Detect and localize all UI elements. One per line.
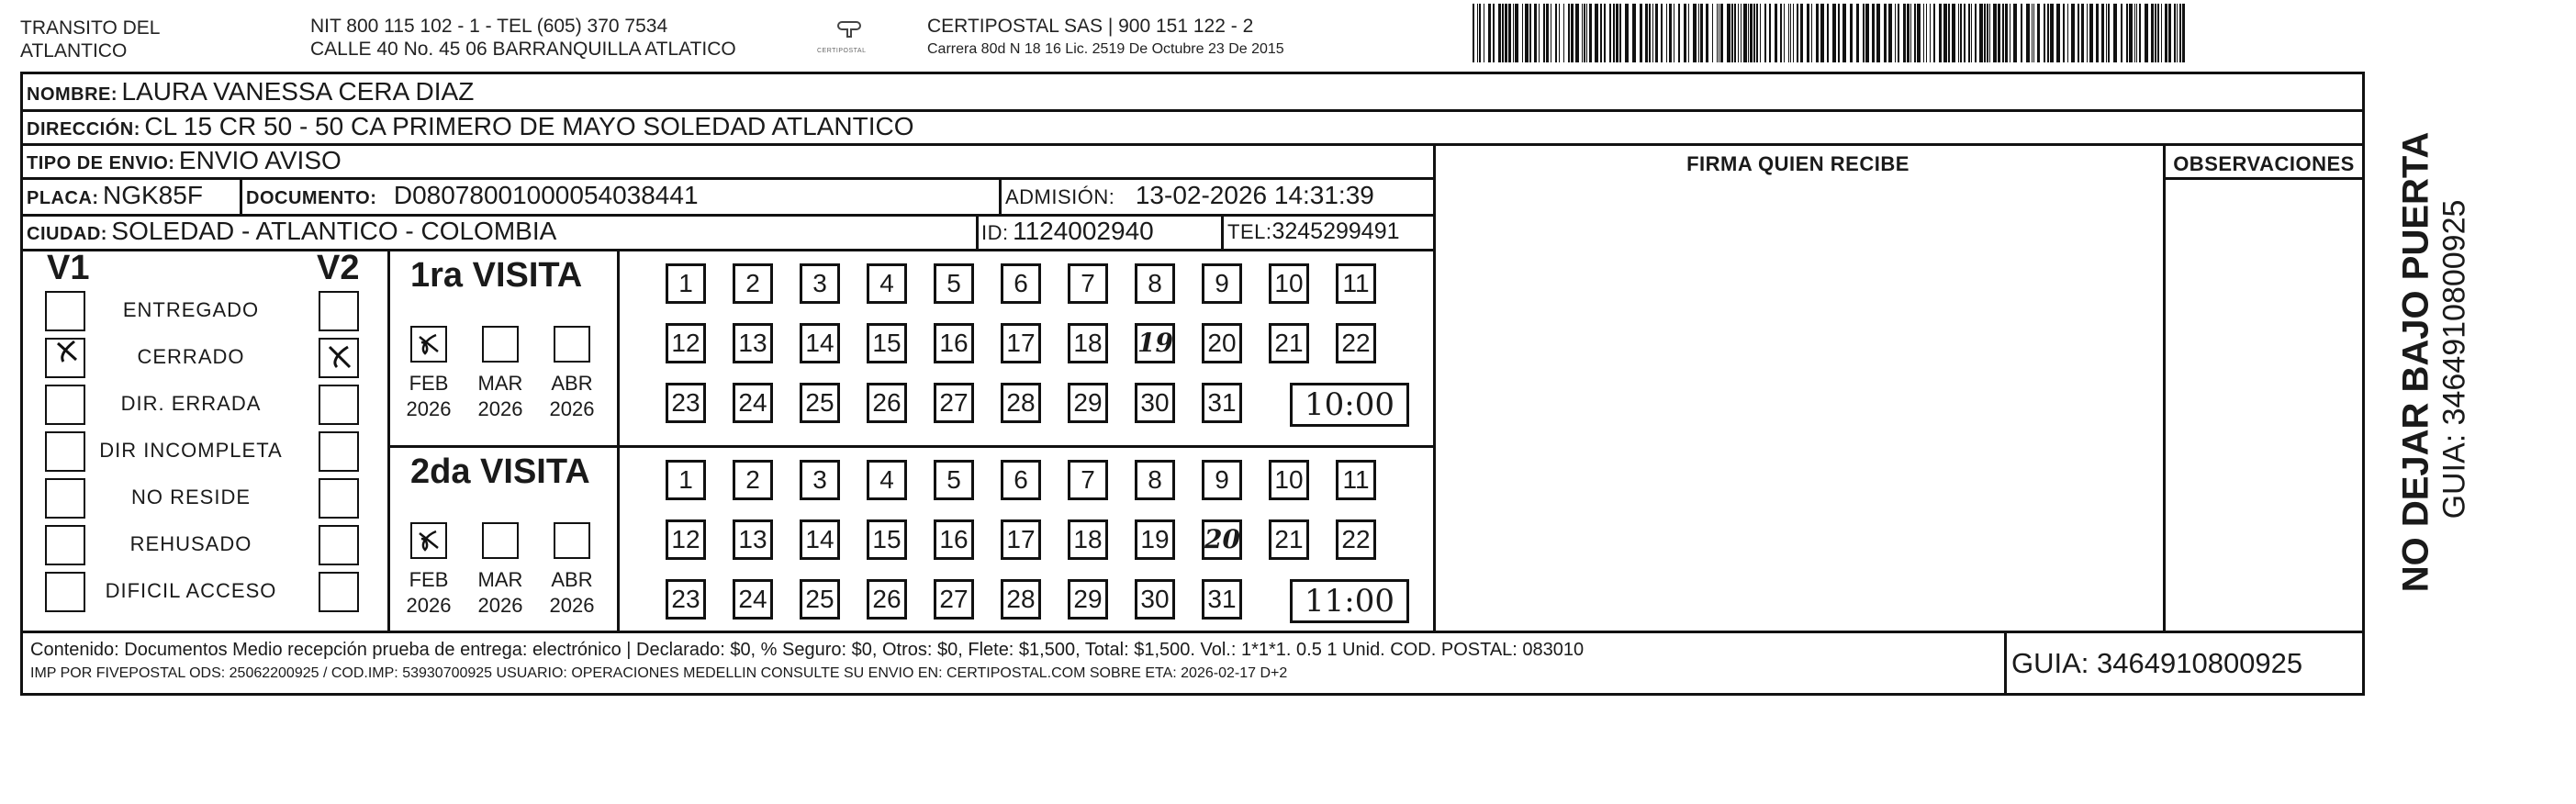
id-value: 1124002940 <box>1013 217 1154 245</box>
day-box[interactable]: 2 <box>733 263 773 304</box>
admision-label: ADMISIÓN: <box>1005 185 1115 208</box>
status-label: ENTREGADO <box>122 298 260 321</box>
day-box[interactable]: 12 <box>666 519 706 560</box>
day-box[interactable]: 31 <box>1202 383 1242 423</box>
day-box[interactable]: 30 <box>1135 579 1175 620</box>
day-box[interactable]: 27 <box>934 383 974 423</box>
day-box[interactable]: 30 <box>1135 383 1175 423</box>
year-label: 2026 <box>406 594 452 617</box>
id-field <box>981 216 1154 251</box>
month-handwritten-mark <box>414 526 443 559</box>
year-label: 2026 <box>549 594 595 617</box>
no-dejar-text: NO DEJAR BAJO PUERTA <box>2395 131 2436 593</box>
month-label: FEB <box>409 568 449 591</box>
month-label: MAR <box>477 372 523 395</box>
day-box[interactable]: 1 <box>666 263 706 304</box>
nombre-value: LAURA VANESSA CERA DIAZ <box>121 77 475 106</box>
address-line: CALLE 40 No. 45 06 BARRANQUILLA ATLATICO <box>310 39 736 60</box>
status-label: DIR INCOMPLETA <box>99 439 283 462</box>
day-box[interactable]: 4 <box>867 460 907 500</box>
day-box[interactable]: 3 <box>800 460 840 500</box>
day-box[interactable]: 26 <box>867 579 907 620</box>
tel-field <box>1227 216 1400 251</box>
day-box[interactable]: 25 <box>800 579 840 620</box>
v2-checkbox[interactable] <box>319 385 359 425</box>
placa-value: NGK85F <box>103 181 203 209</box>
day-box[interactable]: 29 <box>1068 383 1108 423</box>
v1-checkbox[interactable] <box>45 478 85 519</box>
status-label: NO RESIDE <box>130 486 252 508</box>
month-label: ABR <box>551 568 593 591</box>
day-box[interactable]: 16 <box>934 323 974 363</box>
v1-handwritten-mark <box>54 336 82 375</box>
placa-label: PLACA: <box>27 188 99 208</box>
visit-time[interactable]: 10:00 <box>1290 383 1409 427</box>
day-box[interactable]: 16 <box>934 519 974 560</box>
day-box[interactable]: 11 <box>1336 263 1376 304</box>
nombre-field <box>27 76 474 112</box>
id-label: ID: <box>981 221 1009 244</box>
certipostal-logo <box>817 18 881 59</box>
tel-label: TEL: <box>1227 220 1272 243</box>
month-checkbox[interactable] <box>554 522 590 559</box>
v2-checkbox[interactable] <box>319 478 359 519</box>
day-box[interactable]: 15 <box>867 519 907 560</box>
day-box[interactable]: 19 <box>1135 323 1175 363</box>
nombre-label: NOMBRE: <box>27 84 118 105</box>
ciudad-label: CIUDAD: <box>27 224 107 244</box>
day-box[interactable]: 14 <box>800 519 840 560</box>
guia-footer: GUIA: 3464910800925 <box>2011 647 2303 679</box>
day-box[interactable]: 8 <box>1135 263 1175 304</box>
month-label: FEB <box>409 372 449 395</box>
day-box[interactable]: 18 <box>1068 519 1108 560</box>
direccion-label: DIRECCIÓN: <box>27 119 140 140</box>
month-checkbox[interactable] <box>482 522 519 559</box>
v2-checkbox[interactable] <box>319 431 359 472</box>
v2-checkbox[interactable] <box>319 525 359 565</box>
day-box[interactable]: 31 <box>1202 579 1242 620</box>
admision-value: 13-02-2026 14:31:39 <box>1135 181 1374 209</box>
side-guia-text: GUIA: 3464910800925 <box>2436 199 2472 519</box>
day-box[interactable]: 14 <box>800 323 840 363</box>
v1-checkbox[interactable] <box>45 572 85 612</box>
day-box[interactable]: 19 <box>1135 519 1175 560</box>
month-checkbox[interactable] <box>482 326 519 363</box>
status-label: REHUSADO <box>129 532 252 555</box>
year-label: 2026 <box>477 594 523 617</box>
day-box[interactable]: 24 <box>733 383 773 423</box>
day-box[interactable]: 20 <box>1202 323 1242 363</box>
day-box[interactable]: 6 <box>1001 460 1041 500</box>
day-box[interactable]: 9 <box>1202 263 1242 304</box>
contenido-text: Contenido: Documentos Medio recepción prueba de entrega: electrónico | Declarado: $0, % Seguro: $0, Otros: $0, Flete: $1,500, Total: $1,500. Vol.: 1*1*1. 0.5 1 Unid. COD. POSTAL: 083010 <box>30 640 1585 660</box>
day-box[interactable]: 2 <box>733 460 773 500</box>
day-box[interactable]: 10 <box>1269 460 1309 500</box>
company-info <box>927 15 1284 59</box>
tipo-envio-label: TIPO DE ENVIO: <box>27 153 175 173</box>
day-box[interactable]: 4 <box>867 263 907 304</box>
day-box[interactable]: 15 <box>867 323 907 363</box>
status-label: DIFICIL ACCESO <box>105 579 277 602</box>
day-box[interactable]: 12 <box>666 323 706 363</box>
org-name-line1: TRANSITO DEL <box>20 17 161 39</box>
day-box[interactable]: 10 <box>1269 263 1309 304</box>
direccion-value: CL 15 CR 50 - 50 CA PRIMERO DE MAYO SOLEDAD ATLANTICO <box>144 112 914 140</box>
nit-line: NIT 800 115 102 - 1 - TEL (605) 370 7534 <box>310 16 668 37</box>
day-box[interactable]: 25 <box>800 383 840 423</box>
direccion-field <box>27 111 914 147</box>
day-box[interactable]: 27 <box>934 579 974 620</box>
org-name <box>20 17 160 62</box>
day-box[interactable]: 26 <box>867 383 907 423</box>
day-box[interactable]: 6 <box>1001 263 1041 304</box>
day-box[interactable]: 28 <box>1001 383 1041 423</box>
month-checkbox[interactable] <box>554 326 590 363</box>
month-handwritten-mark <box>414 329 443 363</box>
day-box[interactable]: 17 <box>1001 519 1041 560</box>
v2-handwritten-mark <box>326 341 355 376</box>
visit-time[interactable]: 11:00 <box>1290 579 1409 623</box>
v1-checkbox[interactable] <box>45 385 85 425</box>
day-box[interactable]: 22 <box>1336 323 1376 363</box>
year-label: 2026 <box>549 397 595 420</box>
day-box[interactable]: 20 <box>1202 519 1242 560</box>
observaciones-header: OBSERVACIONES <box>2173 152 2355 175</box>
day-box[interactable]: 28 <box>1001 579 1041 620</box>
day-box[interactable]: 8 <box>1135 460 1175 500</box>
admision-field <box>1005 180 1374 216</box>
firma-header: FIRMA QUIEN RECIBE <box>1686 152 1910 175</box>
day-box[interactable]: 7 <box>1068 460 1108 500</box>
month-checkbox[interactable] <box>410 522 447 559</box>
day-box[interactable]: 21 <box>1269 323 1309 363</box>
v1-checkbox[interactable] <box>45 525 85 565</box>
day-box[interactable]: 13 <box>733 519 773 560</box>
v2-header: V2 <box>317 249 360 287</box>
day-box[interactable]: 18 <box>1068 323 1108 363</box>
day-box[interactable]: 9 <box>1202 460 1242 500</box>
day-box[interactable]: 23 <box>666 579 706 620</box>
documento-field <box>246 180 699 216</box>
day-box[interactable]: 23 <box>666 383 706 423</box>
side-text <box>2378 101 2488 615</box>
day-box[interactable]: 1 <box>666 460 706 500</box>
visit-title: 2da VISITA <box>410 452 590 491</box>
org-name-line2: ATLANTICO <box>20 40 128 61</box>
day-box[interactable]: 13 <box>733 323 773 363</box>
v1-header: V1 <box>47 249 90 287</box>
month-checkbox[interactable] <box>410 326 447 363</box>
documento-label: DOCUMENTO: <box>246 188 377 208</box>
v2-checkbox[interactable] <box>319 572 359 612</box>
company-line: CERTIPOSTAL SAS | 900 151 122 - 2 <box>927 16 1254 37</box>
day-box[interactable]: 24 <box>733 579 773 620</box>
placa-field <box>27 180 203 216</box>
status-label: DIR. ERRADA <box>120 392 262 415</box>
v1-checkbox[interactable] <box>45 338 85 378</box>
v1-checkbox[interactable] <box>45 431 85 472</box>
day-box[interactable]: 17 <box>1001 323 1041 363</box>
day-box[interactable]: 5 <box>934 460 974 500</box>
barcode <box>1473 4 2189 62</box>
v1-checkbox[interactable] <box>45 291 85 331</box>
day-box[interactable]: 5 <box>934 263 974 304</box>
delivery-form <box>20 72 2365 696</box>
year-label: 2026 <box>477 397 523 420</box>
month-label: MAR <box>477 568 523 591</box>
day-box[interactable]: 11 <box>1336 460 1376 500</box>
v2-checkbox[interactable] <box>319 338 359 378</box>
day-box[interactable]: 21 <box>1269 519 1309 560</box>
day-box[interactable]: 22 <box>1336 519 1376 560</box>
year-label: 2026 <box>406 397 452 420</box>
month-label: ABR <box>551 372 593 395</box>
license-line: Carrera 80d N 18 16 Lic. 2519 De Octubre 23 De 2015 <box>927 41 1284 57</box>
tel-value: 3245299491 <box>1271 218 1400 244</box>
visit-title: 1ra VISITA <box>410 256 583 295</box>
tipo-envio-value: ENVIO AVISO <box>178 146 342 174</box>
tipo-envio-field <box>27 145 342 181</box>
day-box[interactable]: 3 <box>800 263 840 304</box>
documento-value: D08078001000054038441 <box>393 181 699 209</box>
day-box[interactable]: 7 <box>1068 263 1108 304</box>
ciudad-field <box>27 216 556 251</box>
status-label: CERRADO <box>137 345 245 368</box>
v2-checkbox[interactable] <box>319 291 359 331</box>
ciudad-value: SOLEDAD - ATLANTICO - COLOMBIA <box>111 217 557 245</box>
imp-text: IMP POR FIVEPOSTAL ODS: 25062200925 / COD.IMP: 53930700925 USUARIO: OPERACIONES MEDELLIN CONSULTE SU ENVIO EN: CERTIPOSTAL.COM SOBRE ETA: 2026-02-17 D+2 <box>30 665 1288 681</box>
org-contact <box>310 15 736 61</box>
day-box[interactable]: 29 <box>1068 579 1108 620</box>
logo-text: CERTIPOSTAL <box>817 48 867 54</box>
